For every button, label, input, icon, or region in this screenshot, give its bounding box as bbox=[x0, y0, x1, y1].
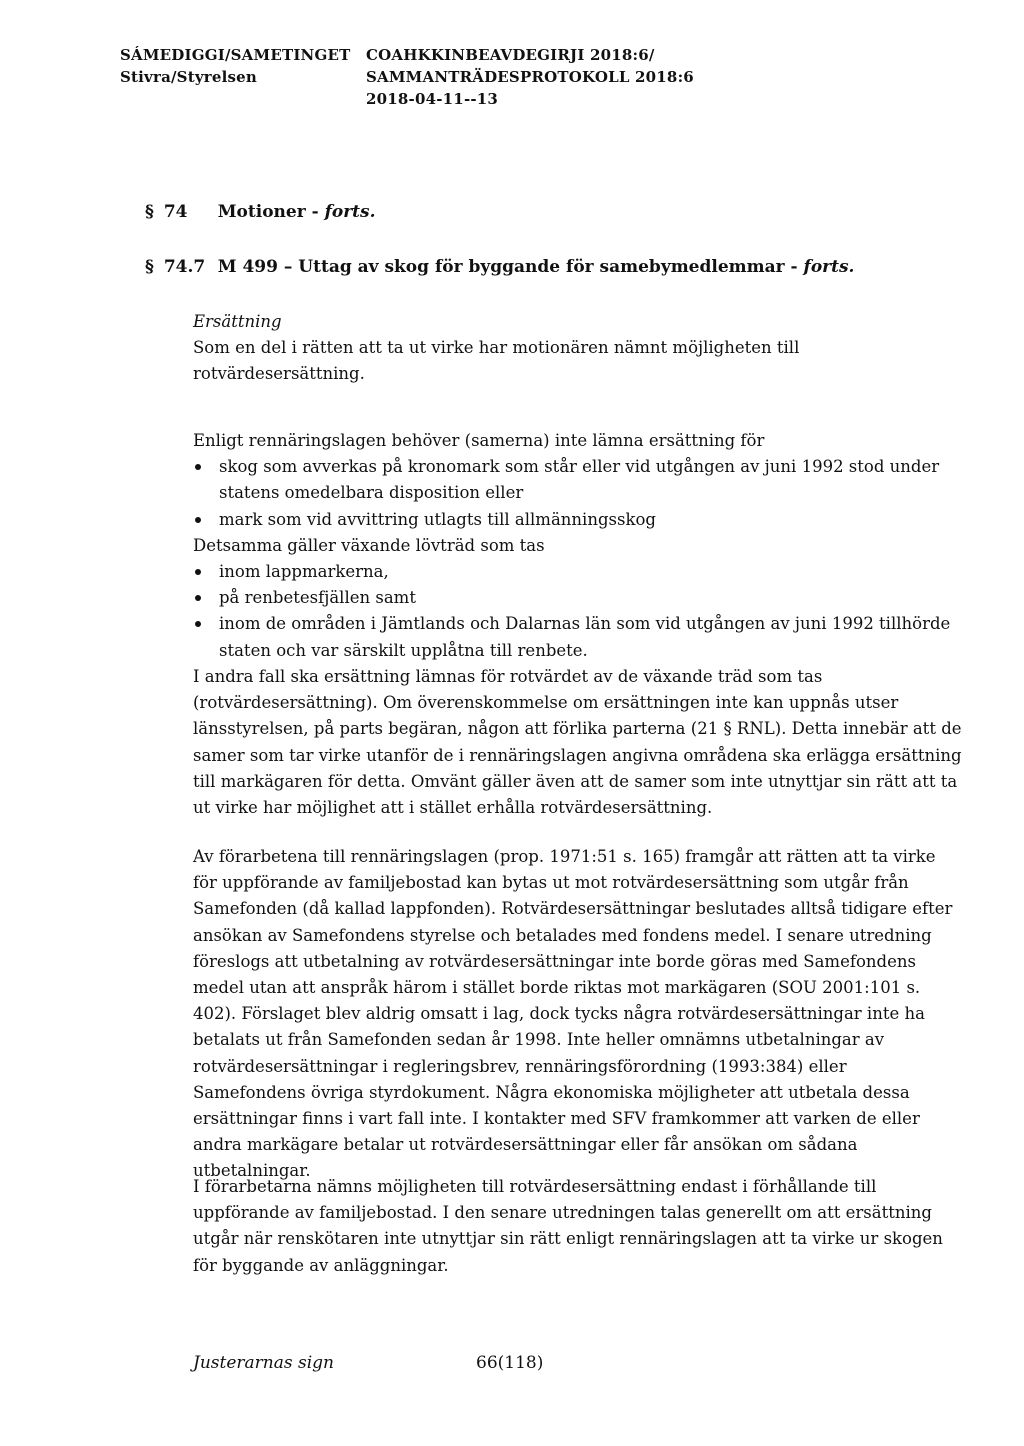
paragraph-2-intro: Enligt rennäringslagen behöver (samerna) inte lämna ersättning för bbox=[193, 431, 765, 450]
exemption-list bbox=[193, 454, 963, 533]
header-document bbox=[366, 44, 694, 110]
subsection-title: M 499 – Uttag av skog för byggande för samebymedlemmar - bbox=[217, 257, 798, 277]
footer-page-number: 66(118) bbox=[476, 1353, 544, 1373]
section-sign: § bbox=[145, 202, 154, 222]
section-number: 74 bbox=[163, 202, 188, 222]
subsection-sign: § bbox=[145, 257, 154, 277]
paragraph-5-block bbox=[193, 1174, 963, 1279]
paragraph-3: I andra fall ska ersättning lämnas för rotvärdet av de växande träd som tas (rotvärdesersättning). Om överenskommelse om ersättningen inte kan uppnås utser länsstyrelsen, på parts begäran, någon att förlika parterna (21 § RNL). Detta innebär att de samer som tar virke utanför de i rennäringslagen angivna områdena ska erlägga ersättning till markägaren för detta. Omvänt gäller även att de samer som inte utnyttjar sin rätt att ta ut virke har möjlighet att i stället erhålla rotvärdesersättning. bbox=[193, 667, 962, 818]
subsection-number: 74.7 bbox=[163, 257, 206, 277]
header-org-unit: Stivra/Styrelsen bbox=[120, 68, 257, 86]
list-item: mark som vid avvittring utlagts till allmänningsskog bbox=[193, 507, 963, 533]
deciduous-list bbox=[193, 559, 963, 664]
header-doc-title-sami: COAHKKINBEAVDEGIRJI 2018:6/ bbox=[366, 46, 655, 64]
section-title: Motioner - bbox=[217, 202, 319, 222]
paragraph-1: Som en del i rätten att ta ut virke har motionären nämnt möjligheten till rotvärdesersättning. bbox=[193, 338, 800, 384]
list-item: inom lappmarkerna, bbox=[193, 559, 963, 585]
list-item: inom de områden i Jämtlands och Dalarnas län som vid utgången av juni 1992 tillhörde staten och var särskilt upplåtna till renbete. bbox=[193, 611, 963, 663]
section-title-suffix: forts. bbox=[324, 202, 376, 222]
header-doc-title: SAMMANTRÄDESPROTOKOLL 2018:6 bbox=[366, 68, 694, 86]
paragraph-5: I förarbetarna nämns möjligheten till rotvärdesersättning endast i förhållande till uppförande av familjebostad. I den senare utredningen talas generellt om att ersättning utgår när renskötaren inte utnyttjar sin rätt enligt rennäringslagen att ta virke ur skogen för byggande av anläggningar. bbox=[193, 1177, 943, 1275]
ersattning-block bbox=[193, 309, 963, 388]
list-item: på renbetesfjällen samt bbox=[193, 585, 963, 611]
paragraph-4: Av förarbetena till rennäringslagen (prop. 1971:51 s. 165) framgår att rätten att ta virke för uppförande av familjebostad kan bytas ut mot rotvärdesersättning som utgår från Samefonden (då kallad lappfonden). Rotvärdesersättningar beslutades alltså tidigare efter ansökan av Samefondens styrelse och betalades med fondens medel. I senare utredning föreslogs att utbetalning av rotvärdesersättningar inte borde göras med Samefondens medel utan att anspråk härom i stället borde riktas mot markägaren (SOU 2001:101 s. 402). Förslaget blev aldrig omsatt i lag, dock tycks några rotvärdesersättningar inte ha betalats ut från Samefonden sedan år 1998. Inte heller omnämns utbetalningar av rotvärdesersättningar i regleringsbrev, rennäringsförordning (1993:384) eller Samefondens övriga styrdokument. Några ekonomiska möjligheter att utbetala dessa ersättningar finns i vart fall inte. I kontakter med SFV framkommer att varken de eller andra markägare betalar ut rotvärdesersättningar eller får ansökan om sådana utbetalningar. bbox=[193, 847, 953, 1181]
exemption-block bbox=[193, 428, 963, 664]
subsection-title-suffix: forts. bbox=[803, 257, 855, 277]
subsection-heading bbox=[145, 257, 854, 277]
list-item: skog som avverkas på kronomark som står eller vid utgången av juni 1992 stod under statens omedelbara disposition eller bbox=[193, 454, 963, 506]
header-organization bbox=[120, 44, 350, 88]
paragraph-4-block bbox=[193, 844, 963, 1185]
header-date: 2018-04-11--13 bbox=[366, 90, 499, 108]
section-heading bbox=[145, 202, 376, 222]
footer-sign-label: Justerarnas sign bbox=[193, 1353, 334, 1373]
ersattning-heading: Ersättning bbox=[193, 312, 282, 331]
paragraph-3-block bbox=[193, 664, 963, 821]
paragraph-2-mid: Detsamma gäller växande lövträd som tas bbox=[193, 535, 545, 555]
header-org-name: SÁMEDIGGI/SAMETINGET bbox=[120, 46, 351, 64]
